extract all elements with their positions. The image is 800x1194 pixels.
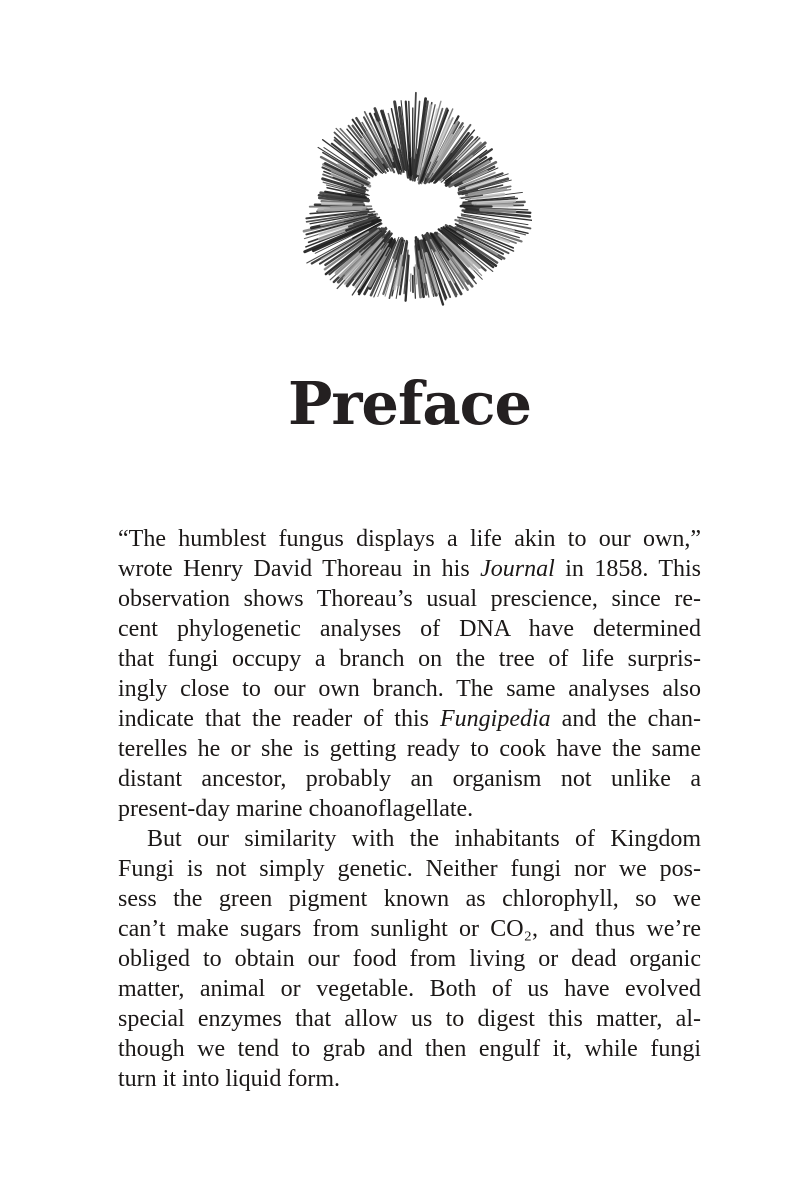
text-line xyxy=(118,704,701,734)
italic-text: Fungipedia xyxy=(440,706,551,732)
text-line xyxy=(118,614,701,644)
gill-line xyxy=(413,160,414,177)
text-segment: distant ancestor, probably an organism not unlike a xyxy=(118,766,701,792)
text-line xyxy=(118,884,701,914)
text-line xyxy=(118,824,701,854)
text-line xyxy=(118,854,701,884)
gill-line xyxy=(481,210,515,212)
text-line xyxy=(118,734,701,764)
text-segment: though we tend to grab and then engulf it, while fungi xyxy=(118,1036,701,1062)
gill-line xyxy=(410,159,411,176)
text-line xyxy=(118,1034,701,1064)
text-segment: terelles he or she is getting ready to cook have the same xyxy=(118,736,701,762)
text-line xyxy=(118,584,701,614)
text-segment: Fungi is not simply genetic. Neither fungi nor we pos- xyxy=(118,856,701,882)
text-line xyxy=(118,944,701,974)
text-line xyxy=(118,554,701,584)
body-text xyxy=(118,524,701,1094)
gill-line xyxy=(322,203,351,204)
text-segment: observation shows Thoreau’s usual prescience, since re- xyxy=(118,586,701,612)
text-line xyxy=(118,1064,701,1094)
text-segment: special enzymes that allow us to digest this matter, al- xyxy=(118,1006,701,1032)
text-segment: sess the green pigment known as chlorophyll, so we xyxy=(118,886,701,912)
text-segment: “The humblest fungus displays a life akin to our own,” xyxy=(118,526,701,552)
text-segment: wrote Henry David Thoreau in his xyxy=(118,556,481,582)
text-segment: obliged to obtain our food from living or dead organic xyxy=(118,946,701,972)
text-segment: can’t make sugars from sunlight or CO₂, and thus we’re xyxy=(118,916,701,942)
gill-line xyxy=(319,208,365,210)
gill-line xyxy=(473,201,515,203)
text-line xyxy=(118,914,701,944)
italic-text: Journal xyxy=(480,556,555,582)
text-segment: present-day marine choanoflagellate. xyxy=(118,796,474,822)
text-segment: that fungi occupy a branch on the tree of life surpris- xyxy=(118,646,701,672)
text-segment: But our similarity with the inhabitants of Kingdom xyxy=(147,826,701,852)
text-line xyxy=(118,524,701,554)
text-segment: turn it into liquid form. xyxy=(118,1066,340,1092)
text-line xyxy=(118,974,701,1004)
page-title: Preface xyxy=(287,369,532,438)
mushroom-gills-illustration xyxy=(292,88,532,326)
text-segment: matter, animal or vegetable. Both of us have evolved xyxy=(118,976,701,1002)
text-segment: ingly close to our own branch. The same analyses also xyxy=(118,676,701,702)
text-line xyxy=(118,794,701,824)
text-line xyxy=(118,1004,701,1034)
text-line xyxy=(118,764,701,794)
text-segment: indicate that the reader of this xyxy=(118,706,440,732)
text-segment: cent phylogenetic analyses of DNA have determined xyxy=(118,616,701,642)
text-line xyxy=(118,674,701,704)
text-segment: and the chan- xyxy=(550,706,701,732)
text-segment: in 1858. This xyxy=(554,556,701,582)
text-line xyxy=(118,644,701,674)
